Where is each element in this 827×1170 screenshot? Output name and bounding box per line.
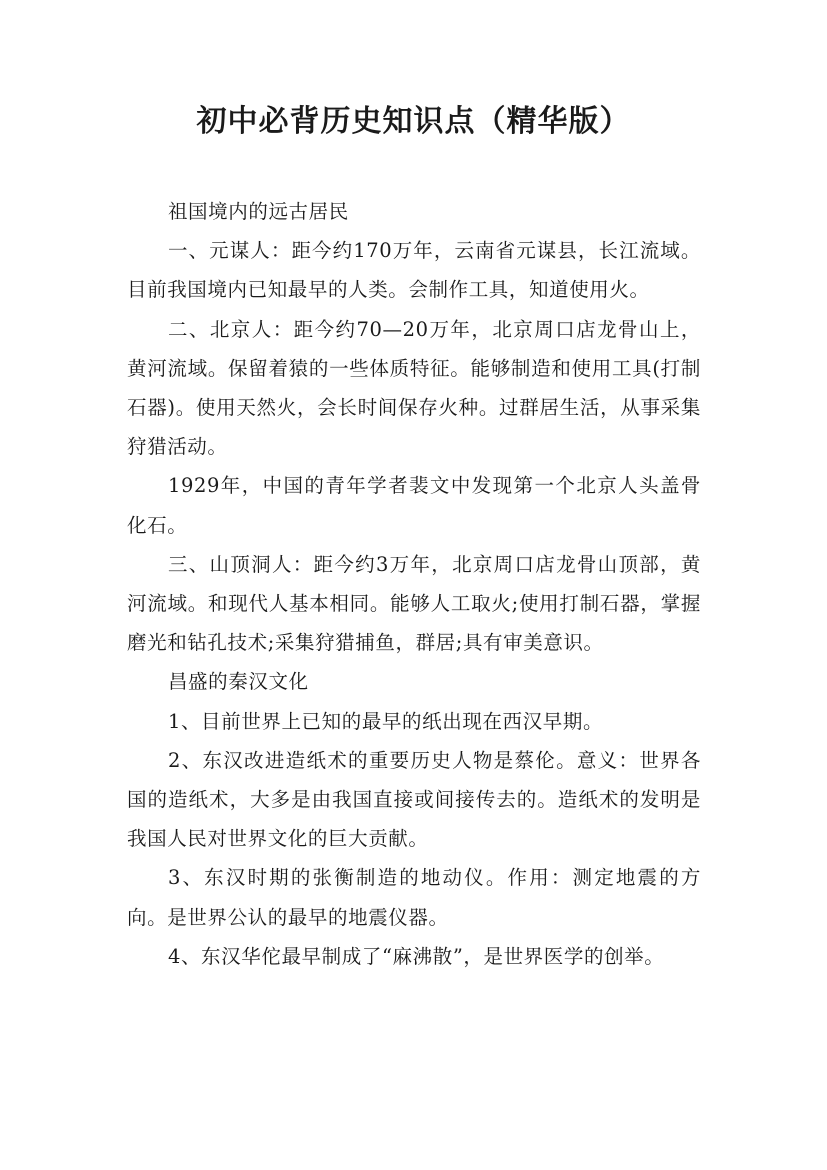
paragraph-yuanmou-man: 一、元谋人：距今约170万年，云南省元谋县，长江流域。目前我国境内已知最早的人类。会制作工具，知道使用火。 <box>127 239 701 302</box>
paragraph-hua-tuo: 4、东汉华佗最早制成了“麻沸散”，是世界医学的创举。 <box>167 944 665 968</box>
paragraph-peking-man: 二、北京人：距今约70—20万年，北京周口店龙骨山上，黄河流域。保留着猿的一些体质特征。能够制造和使用工具(打制石器)。使用天然火，会长时间保存火种。过群居生活，从事采集狩猎活动。 <box>127 317 701 459</box>
document-body <box>127 192 701 976</box>
paragraph-upper-cave-man: 三、山顶洞人：距今约3万年，北京周口店龙骨山顶部，黄河流域。和现代人基本相同。能够人工取火;使用打制石器，掌握磨光和钻孔技术;采集狩猎捕鱼，群居;具有审美意识。 <box>127 552 701 655</box>
paragraph-earliest-paper: 1、目前世界上已知的最早的纸出现在西汉早期。 <box>167 709 604 733</box>
section-heading-prehistoric: 祖国境内的远古居民 <box>167 200 349 223</box>
paragraph-cai-lun: 2、东汉改进造纸术的重要历史人物是蔡伦。意义：世界各国的造纸术，大多是由我国直接或间接传去的。造纸术的发明是我国人民对世界文化的巨大贡献。 <box>127 748 701 851</box>
paragraph-pei-wenzhong: 1929年，中国的青年学者裴文中发现第一个北京人头盖骨化石。 <box>127 474 701 537</box>
document-title: 初中必背历史知识点（精华版） <box>196 104 631 139</box>
paragraph-zhang-heng: 3、东汉时期的张衡制造的地动仪。作用：测定地震的方向。是世界公认的最早的地震仪器。 <box>127 866 701 929</box>
section-heading-qin-han: 昌盛的秦汉文化 <box>167 670 309 694</box>
